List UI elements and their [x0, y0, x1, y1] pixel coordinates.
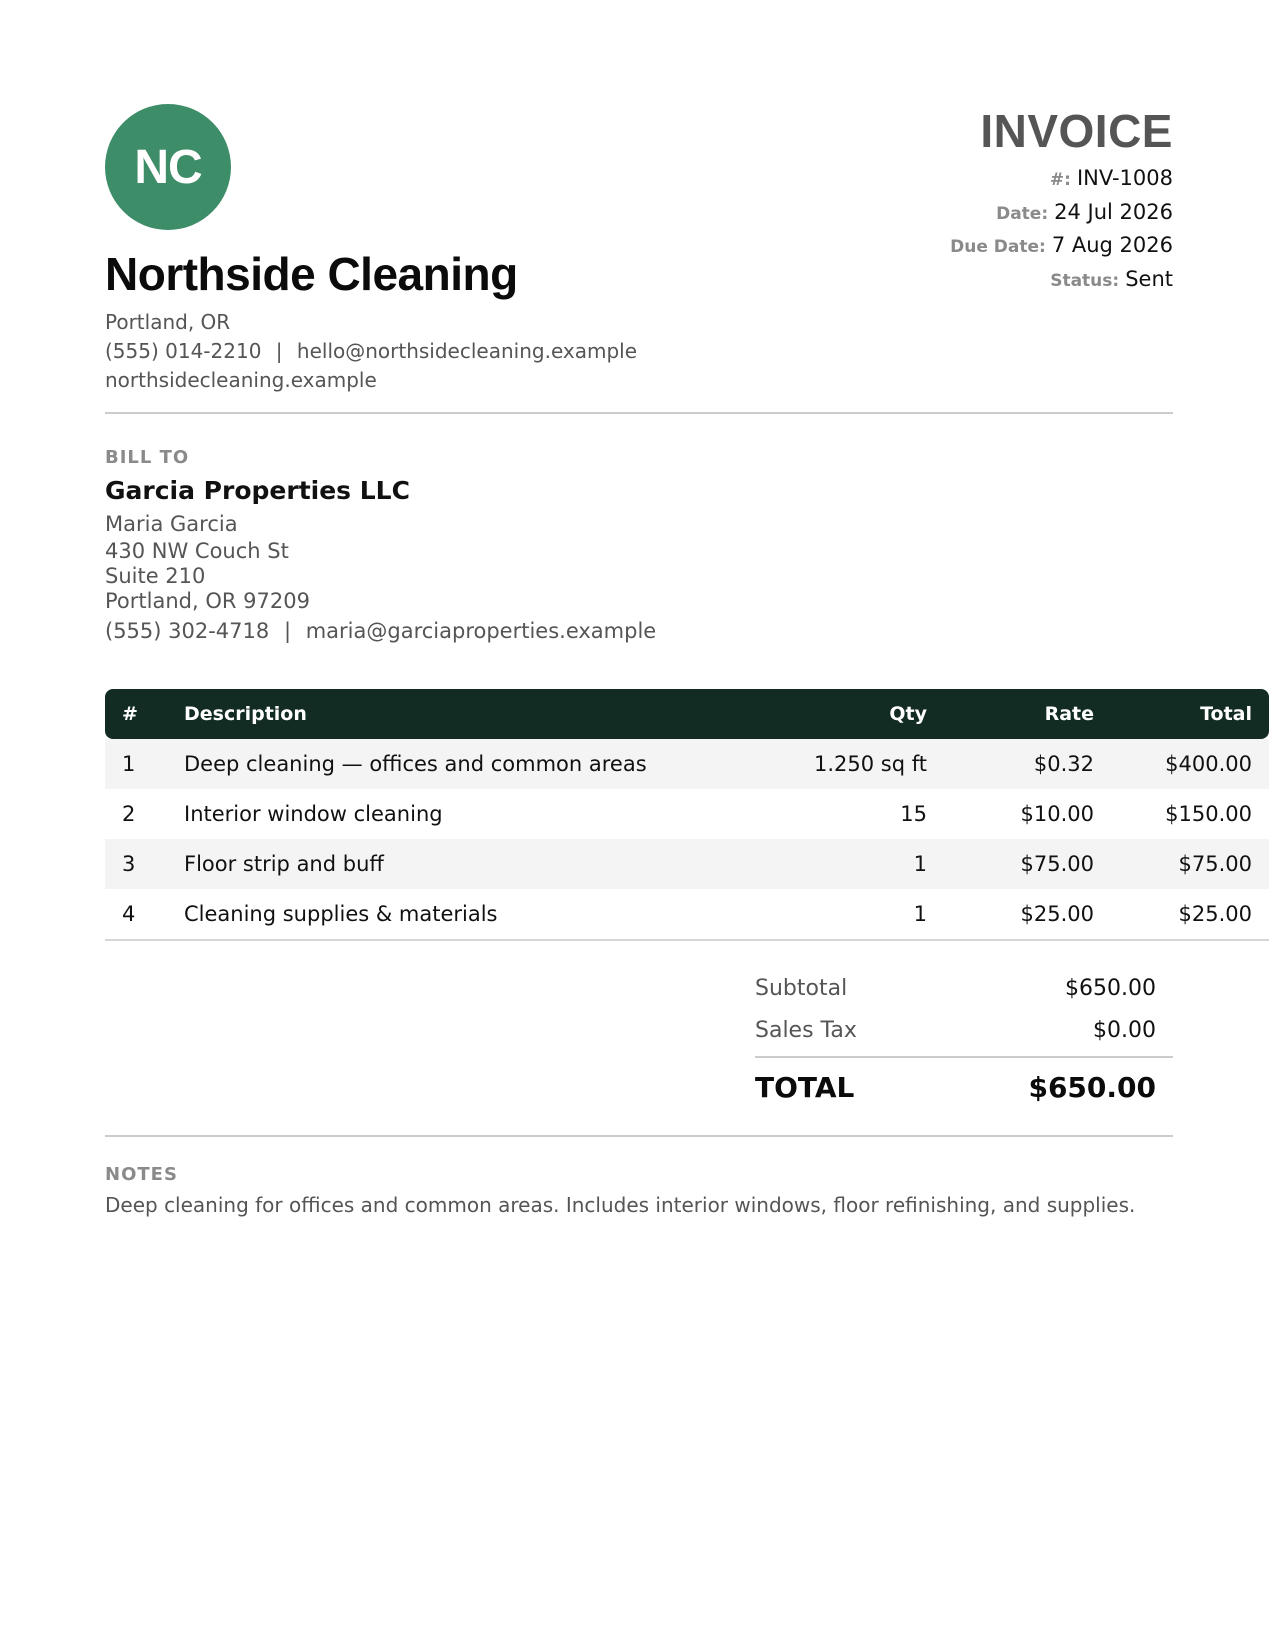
tax-label: Sales Tax — [755, 1018, 857, 1043]
grand-total-label: TOTAL — [755, 1071, 855, 1104]
invoice-date-row — [950, 196, 1173, 230]
row-number: 3 — [105, 839, 184, 889]
invoice-page — [105, 0, 1252, 1650]
client-phone: (555) 302-4718 — [105, 619, 270, 643]
invoice-due-label: Due Date: — [950, 237, 1046, 257]
totals-block — [755, 968, 1173, 1118]
invoice-meta — [950, 100, 1173, 296]
column-header-qty: Qty — [704, 689, 927, 739]
row-rate: $0.32 — [927, 739, 1094, 789]
invoice-due-date: 7 Aug 2026 — [1051, 233, 1173, 257]
column-header-total: Total — [1094, 689, 1269, 739]
invoice-number: INV-1008 — [1076, 166, 1173, 190]
invoice-date: 24 Jul 2026 — [1054, 199, 1173, 224]
header-divider — [105, 412, 1173, 414]
table-row — [105, 889, 1269, 940]
row-rate: $25.00 — [927, 889, 1094, 940]
client-contact-name: Maria Garcia — [105, 512, 238, 536]
company-email: hello@northsidecleaning.example — [296, 339, 638, 363]
invoice-status-label: Status: — [1050, 270, 1120, 291]
row-rate: $10.00 — [1020, 802, 1094, 826]
client-address — [105, 539, 310, 614]
invoice-number-row — [950, 162, 1173, 196]
subtotal-value: $650.00 — [1065, 976, 1156, 1001]
grand-total-value: $650.00 — [1028, 1071, 1156, 1104]
row-qty: 1 — [704, 839, 927, 889]
client-address-line: 430 NW Couch St — [105, 539, 289, 563]
tax-row — [755, 1010, 1173, 1052]
client-contact-line — [105, 617, 656, 646]
line-items-table — [105, 689, 1269, 941]
contact-separator: | — [283, 619, 292, 643]
company-location: Portland, OR — [105, 310, 231, 334]
grand-total-row — [755, 1058, 1173, 1118]
tax-value: $0.00 — [1093, 1018, 1156, 1043]
invoice-number-label: #: — [1049, 170, 1071, 190]
company-logo — [105, 104, 231, 230]
client-email: maria@garciaproperties.example — [305, 619, 657, 643]
client-company: Garcia Properties LLC — [105, 476, 410, 505]
client-address-line: Suite 210 — [105, 564, 206, 588]
notes-label: NOTES — [105, 1164, 178, 1185]
row-description: Cleaning supplies & materials — [184, 889, 704, 940]
column-header-rate: Rate — [927, 689, 1094, 739]
row-description: Interior window cleaning — [184, 802, 443, 826]
notes-divider — [105, 1135, 1173, 1137]
subtotal-label: Subtotal — [755, 976, 848, 1001]
row-number: 1 — [105, 739, 184, 789]
logo-initials: NC — [134, 140, 202, 194]
table-row — [105, 739, 1269, 789]
company-website: northsidecleaning.example — [105, 368, 377, 392]
row-qty: 15 — [900, 802, 927, 826]
row-qty: 1 — [704, 889, 927, 940]
row-total: $400.00 — [1094, 739, 1269, 789]
row-number: 4 — [105, 889, 184, 940]
invoice-date-label: Date: — [996, 203, 1049, 224]
client-address-line: Portland, OR 97209 — [105, 589, 310, 613]
invoice-status: Sent — [1125, 266, 1173, 291]
contact-separator: | — [275, 339, 283, 363]
company-info — [105, 308, 637, 395]
row-rate: $75.00 — [927, 839, 1094, 889]
company-phone: (555) 014-2210 — [105, 339, 262, 363]
company-contact-line — [105, 337, 637, 366]
row-description: Floor strip and buff — [184, 839, 704, 889]
row-total: $75.00 — [1094, 839, 1269, 889]
row-qty: 1.250 sq ft — [704, 739, 927, 789]
table-row — [105, 839, 1269, 889]
row-total: $150.00 — [1165, 802, 1252, 826]
column-header-number: # — [105, 689, 184, 739]
company-name: Northside Cleaning — [105, 248, 518, 300]
table-row — [105, 789, 1269, 839]
bill-to-label: BILL TO — [105, 447, 190, 468]
table-header-row — [105, 689, 1269, 739]
notes-text: Deep cleaning for offices and common areas. Includes interior windows, floor refinishing, and supplies. — [105, 1193, 1136, 1217]
invoice-status-row — [950, 263, 1173, 297]
invoice-due-row — [950, 229, 1173, 263]
invoice-title: INVOICE — [980, 105, 1173, 157]
row-number: 2 — [122, 802, 136, 826]
row-description: Deep cleaning — offices and common areas — [184, 739, 704, 789]
subtotal-row — [755, 968, 1173, 1010]
row-total: $25.00 — [1094, 889, 1269, 940]
column-header-description: Description — [184, 689, 704, 739]
